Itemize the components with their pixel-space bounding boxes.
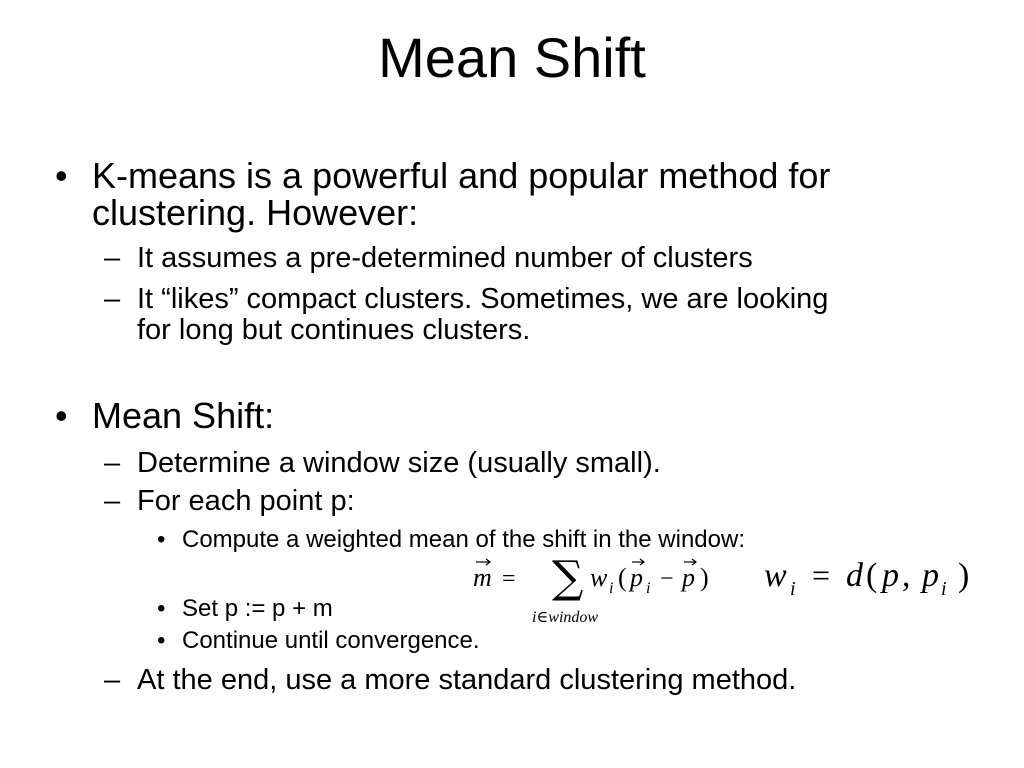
eq2-w-index: i <box>790 578 796 600</box>
dash-marker: – <box>104 485 121 517</box>
bullet-marker: • <box>157 526 166 553</box>
eq-minus: − <box>660 566 674 592</box>
eq-m: m <box>473 563 492 592</box>
eq2-open-paren: ( <box>866 557 878 594</box>
meanshift-bullet: Mean Shift: <box>92 395 275 436</box>
meanshift-step-weighted-mean: Compute a weighted mean of the shift in the window: <box>182 526 745 553</box>
bullet-marker: • <box>157 627 166 654</box>
eq-close-paren: ) <box>700 563 709 592</box>
eq2-p: p <box>882 557 899 594</box>
kmeans-sub-compact-line2: for long but continues clusters. <box>137 314 531 346</box>
bullet-marker: • <box>55 155 68 196</box>
mean-shift-equation <box>460 548 740 630</box>
eq2-comma: , <box>902 557 911 594</box>
meanshift-sub-each-point: For each point p: <box>137 485 355 517</box>
kmeans-sub-predetermined: It assumes a pre-determined number of clusters <box>137 242 753 274</box>
meanshift-sub-at-the-end: At the end, use a more standard clustering method. <box>137 664 797 696</box>
eq-p-index: i <box>646 580 651 597</box>
meanshift-step-set-p: Set p := p + m <box>182 595 333 622</box>
eq-equals: = <box>502 566 516 592</box>
dash-marker: – <box>104 664 121 696</box>
eq-w-index: i <box>609 580 614 597</box>
kmeans-bullet-line2: clustering. However: <box>92 192 419 233</box>
eq-w: w <box>590 563 608 592</box>
eq-sum-subscript: i∈window <box>532 609 599 626</box>
eq-sum: ∑ <box>552 552 584 603</box>
meanshift-sub-window-size: Determine a window size (usually small). <box>137 447 661 479</box>
kmeans-sub-compact-line1: It “likes” compact clusters. Sometimes, we are looking <box>137 283 829 315</box>
dash-marker: – <box>104 242 121 274</box>
bullet-marker: • <box>55 395 68 436</box>
eq2-p-i: p <box>922 557 939 594</box>
weight-equation <box>760 552 990 604</box>
bullet-marker: • <box>157 595 166 622</box>
slide-title: Mean Shift <box>378 26 646 89</box>
eq2-equals: = <box>812 557 831 593</box>
dash-marker: – <box>104 447 121 479</box>
kmeans-bullet-line1: K-means is a powerful and popular method for <box>92 155 831 196</box>
dash-marker: – <box>104 283 121 315</box>
eq2-d: d <box>846 557 863 594</box>
eq-open-paren: ( <box>618 563 627 592</box>
eq-p: p <box>682 563 695 592</box>
meanshift-step-converge: Continue until convergence. <box>182 627 480 654</box>
eq-p-i: p <box>630 563 643 592</box>
eq2-close-paren: ) <box>958 557 970 594</box>
eq2-w: w <box>764 557 787 594</box>
eq2-p-index: i <box>941 578 947 600</box>
